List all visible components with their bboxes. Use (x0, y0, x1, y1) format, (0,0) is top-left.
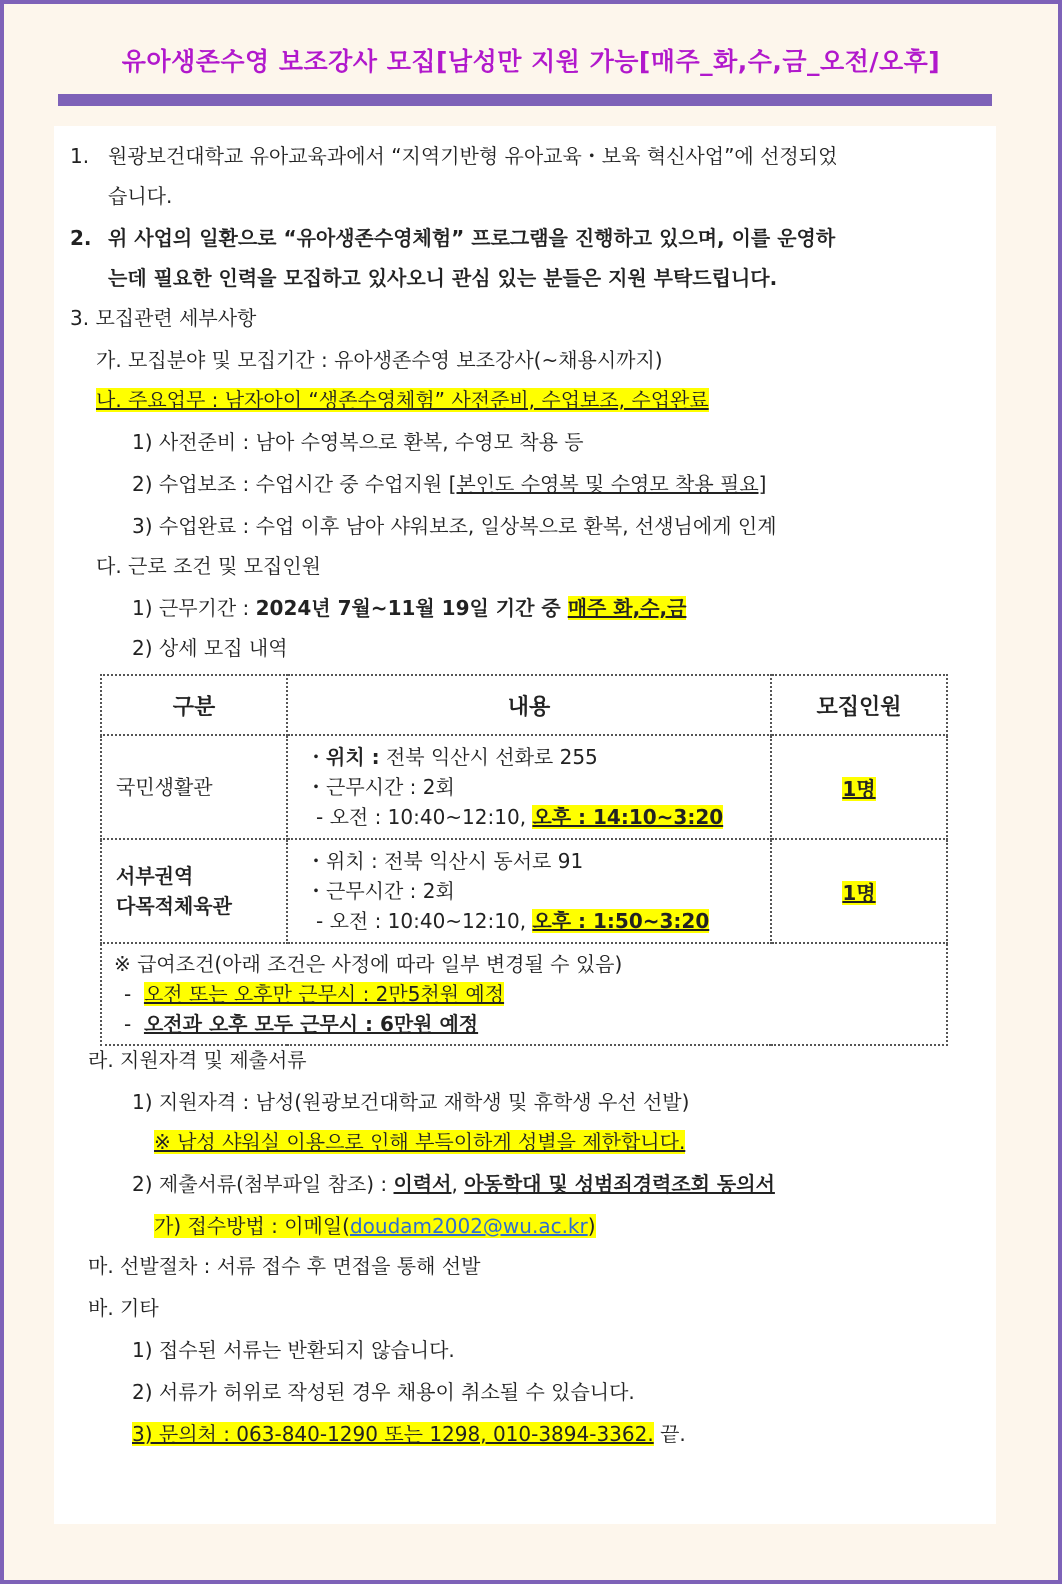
table-row (101, 839, 947, 943)
place-name: 국민생활관 (116, 775, 213, 799)
pay-conditions-title: ※ 급여조건(아래 조건은 사정에 따라 일부 변경될 수 있음) (114, 952, 623, 976)
section-da-2: 2) 상세 모집 내역 (132, 636, 288, 660)
section-ra-2 (132, 1170, 775, 1198)
section-ba: 바. 기타 (88, 1296, 159, 1320)
section-ga: 가. 모집분야 및 모집기간 : 유아생존수영 보조강사(~채용시까지) (96, 348, 663, 372)
item-3-heading: 3. 모집관련 세부사항 (70, 306, 257, 330)
table-cell-place (101, 839, 287, 943)
place-name-line-2: 다목적체육관 (116, 894, 232, 918)
documents-label: 2) 제출서류(첨부파일 참조) : (132, 1172, 394, 1196)
headcount: 1명 (842, 776, 876, 801)
email-link[interactable]: doudam2002@wu.ac.kr (349, 1214, 588, 1238)
section-na-2-underline: [본인도 수영복 및 수영모 착용 필요] (448, 472, 767, 496)
location-label: 위치 : (326, 745, 380, 769)
item-2-line-1: 위 사업의 일환으로 “유아생존수영체험” 프로그램을 진행하고 있으며, 이를 운영하 (108, 226, 836, 250)
item-2-number: 2. (70, 226, 92, 250)
documents-separator: , (451, 1172, 465, 1196)
schedule-pm: 오후 : 1:50~3:20 (532, 909, 710, 933)
table-cell-detail (287, 735, 771, 839)
item-2-line-2: 는데 필요한 인력을 모집하고 있사오니 관심 있는 분들은 지원 부탁드립니다. (108, 266, 778, 290)
item-1-line-2: 습니다. (108, 184, 173, 208)
location-line: ・위치 : 전북 익산시 동서로 91 (306, 849, 584, 873)
section-da-1-days: 매주 화,수,금 (567, 596, 687, 620)
schedule-am: - 오전 : 10:40~12:10, (316, 909, 533, 933)
place-name-line-1: 서부권역 (116, 864, 194, 888)
table-header: 구분 (101, 675, 287, 735)
location-value: 위치 : 전북 익산시 동서로 91 (326, 849, 584, 873)
item-1-line-1: 원광보건대학교 유아교육과에서 “지역기반형 유아교육・보육 혁신사업”에 선정되었 (108, 144, 838, 168)
document-consent-form: 아동학대 및 성범죄경력조회 동의서 (464, 1172, 775, 1196)
section-na-2-text: 2) 수업보조 : 수업시간 중 수업지원 (132, 472, 449, 496)
work-time-label: 근무시간 : 2회 (326, 879, 455, 903)
section-da-1 (132, 594, 686, 622)
contact-info: 3) 문의처 : 063-840-1290 또는 1298, 010-3894-3362. (132, 1422, 654, 1446)
title-divider (58, 94, 992, 106)
section-da-1-period: 2024년 7월~11월 19일 기간 중 (255, 596, 568, 620)
table-cell-detail (287, 839, 771, 943)
table-cell-count (771, 735, 947, 839)
section-na-highlight: 나. 주요업무 : 남자아이 “생존수영체험” 사전준비, 수업보조, 수업완료 (96, 388, 709, 412)
table-cell-place (101, 735, 287, 839)
submission-method (154, 1214, 596, 1238)
section-ra-2-sub (154, 1212, 596, 1240)
section-da-1-label: 1) 근무기간 : (132, 596, 256, 620)
schedule-am: - 오전 : 10:40~12:10, (316, 805, 533, 829)
section-ma: 마. 선발절차 : 서류 접수 후 면접을 통해 선발 (88, 1254, 481, 1278)
recruitment-table (100, 674, 948, 1046)
section-ba-1: 1) 접수된 서류는 반환되지 않습니다. (132, 1338, 455, 1362)
table-note-row (101, 943, 947, 1045)
schedule-line (306, 906, 769, 936)
item-1-number: 1. (70, 144, 90, 168)
location-line: ・위치 : 전북 익산시 선화로 255 (306, 745, 598, 769)
table-row (101, 735, 947, 839)
section-ra-note (154, 1128, 685, 1156)
work-time-line: ・근무시간 : 2회 (306, 879, 455, 903)
page-title: 유아생존수영 보조강사 모집[남성만 지원 가능[매주_화,수,금_오전/오후] (121, 47, 941, 76)
section-na-3: 3) 수업완료 : 수업 이후 남아 샤워보조, 일상복으로 환복, 선생님에게 인계 (132, 514, 777, 538)
pay-condition-1-text: 오전 또는 오후만 근무시 : 2만5천원 예정 (143, 982, 505, 1006)
table-header-row (101, 675, 947, 735)
section-na-2 (132, 470, 766, 498)
schedule-pm: 오후 : 14:10~3:20 (532, 805, 724, 829)
work-time-label: 근무시간 : 2회 (326, 775, 455, 799)
section-ba-3 (132, 1420, 686, 1448)
submission-method-label: 가) 접수방법 : 이메일( (154, 1214, 350, 1238)
gender-restriction-note: ※ 남성 샤워실 이용으로 인해 부득이하게 성별을 제한합니다. (154, 1130, 686, 1154)
table-cell-count (771, 839, 947, 943)
section-ra: 라. 지원자격 및 제출서류 (88, 1048, 307, 1072)
schedule-line (306, 802, 769, 832)
section-na (96, 386, 709, 414)
section-ra-1: 1) 지원자격 : 남성(원광보건대학교 재학생 및 휴학생 우선 선발) (132, 1090, 690, 1114)
pay-condition-2: - 오전과 오후 모두 근무시 : 6만원 예정 (124, 1012, 479, 1036)
section-na-1: 1) 사전준비 : 남아 수영복으로 환복, 수영모 착용 등 (132, 430, 584, 454)
pay-condition-2-text: 오전과 오후 모두 근무시 : 6만원 예정 (143, 1012, 479, 1036)
pay-condition-1: - 오전 또는 오후만 근무시 : 2만5천원 예정 (124, 982, 505, 1006)
pay-conditions-cell (101, 943, 947, 1045)
table-header: 내용 (287, 675, 771, 735)
section-ba-2: 2) 서류가 허위로 작성된 경우 채용이 취소될 수 있습니다. (132, 1380, 635, 1404)
work-time-line: ・근무시간 : 2회 (306, 775, 455, 799)
headcount: 1명 (842, 880, 876, 905)
submission-method-close: ) (587, 1214, 596, 1238)
section-da: 다. 근로 조건 및 모집인원 (96, 554, 321, 578)
table-header: 모집인원 (771, 675, 947, 735)
end-mark: 끝. (653, 1422, 686, 1446)
content-panel (54, 126, 996, 1524)
location-value: 전북 익산시 선화로 255 (379, 745, 598, 769)
document-resume: 이력서 (393, 1172, 452, 1196)
